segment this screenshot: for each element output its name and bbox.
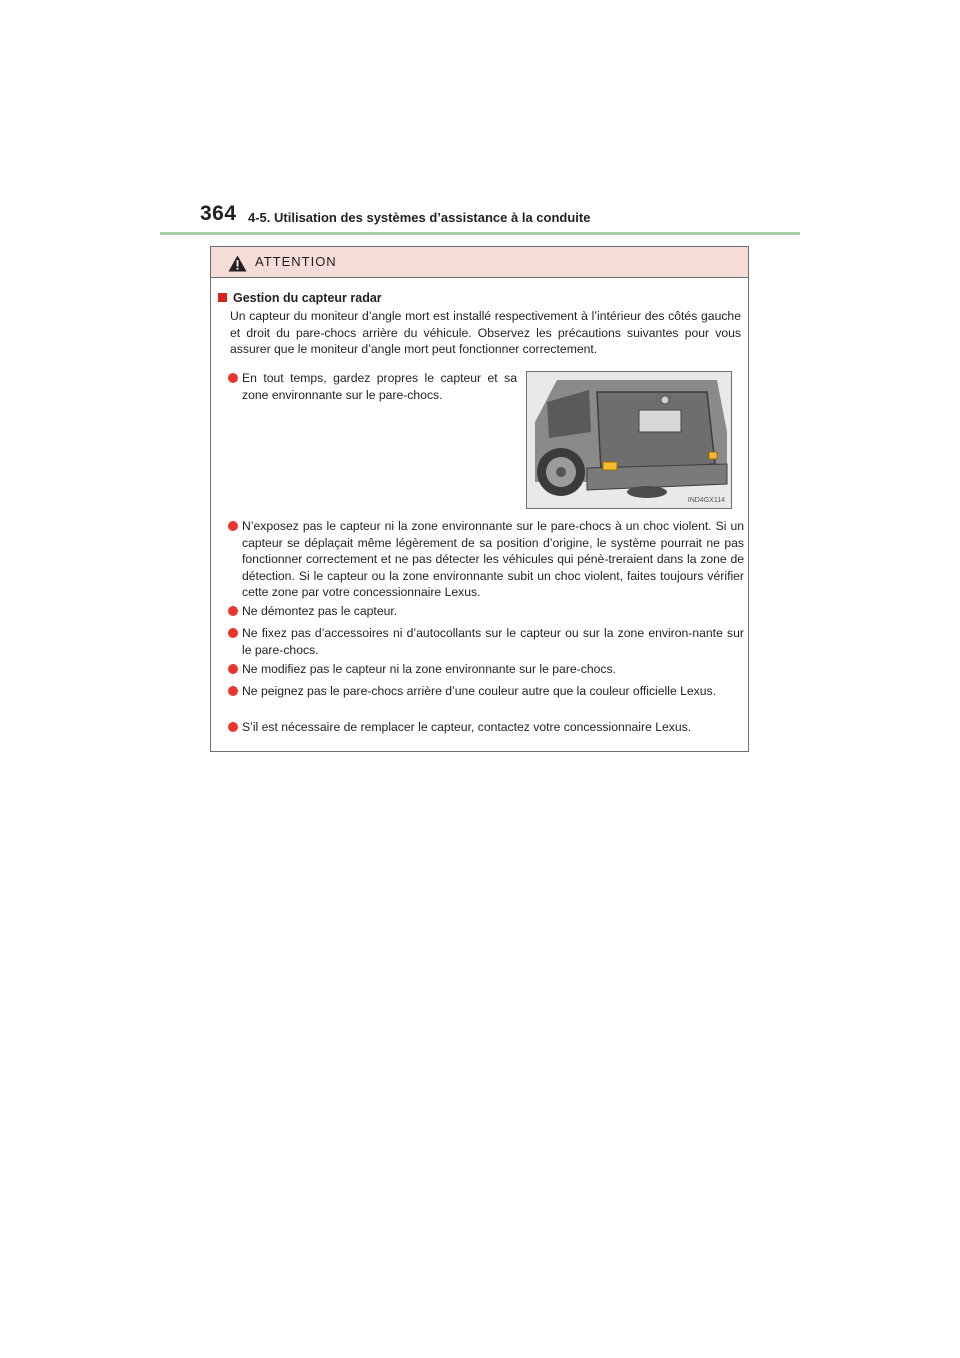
page-header	[160, 198, 800, 238]
list-item	[228, 370, 517, 403]
list-item-text: En tout temps, gardez propres le capteur et sa zone environnante sur le pare-chocs.	[242, 371, 517, 402]
caution-label: ATTENTION	[255, 254, 337, 269]
bullet-dot-icon	[228, 606, 238, 616]
list-item-text: Ne démontez pas le capteur.	[242, 604, 398, 618]
list-item	[228, 683, 744, 700]
list-item	[228, 625, 744, 658]
header-rule	[160, 232, 800, 235]
warning-icon	[228, 255, 247, 272]
list-item-text: N’exposez pas le capteur ni la zone environnante sur le pare-chocs à un choc violent. Si un capteur se déplaçait même légèrement de sa position d’origine, le système pourrait ne pas fonctionner correctement et ne pas détecter les véhicules qui pénè-treraient dans la zone de détection. Si le capteur ou la zone environnante subit un choc violent, faites toujours vérifier cette zone par votre concessionnaire Lexus.	[242, 519, 744, 599]
caution-header	[211, 247, 748, 278]
bullet-dot-icon	[228, 521, 238, 531]
subhead-text: Gestion du capteur radar	[233, 291, 382, 305]
bullet-dot-icon	[228, 628, 238, 638]
list-item	[228, 518, 744, 601]
page-number: 364	[200, 202, 237, 225]
bullet-dot-icon	[228, 664, 238, 674]
list-item	[228, 661, 744, 678]
bullet-dot-icon	[228, 686, 238, 696]
square-bullet-icon	[218, 293, 227, 302]
caution-box	[210, 246, 749, 752]
vehicle-rear-illustration	[526, 371, 732, 509]
vehicle-rear-drawing	[527, 372, 732, 509]
list-item-text: Ne fixez pas d’accessoires ni d’autocollants sur le capteur ou sur la zone environ-nante sur le pare-chocs.	[242, 626, 744, 657]
bullet-dot-icon	[228, 373, 238, 383]
list-item	[228, 719, 744, 736]
caution-subhead	[218, 291, 382, 305]
intro-paragraph: Un capteur du moniteur d’angle mort est installé respectivement à l’intérieur des côtés gauche et droit du pare-chocs arrière du véhicule. Observez les précautions suivantes pour vous assurer que le moniteur d’angle mort peut fonctionner correctement.	[230, 309, 741, 356]
list-item-text: Ne modifiez pas le capteur ni la zone environnante sur le pare-chocs.	[242, 662, 616, 676]
list-item-text: Ne peignez pas le pare-chocs arrière d’une couleur autre que la couleur officielle Lexus.	[242, 684, 717, 698]
list-item	[228, 603, 744, 620]
figure-code: IND4GX114	[687, 497, 725, 504]
bullet-dot-icon	[228, 722, 238, 732]
section-title: 4-5. Utilisation des systèmes d’assistance à la conduite	[248, 210, 591, 225]
list-item-text: S’il est nécessaire de remplacer le capteur, contactez votre concessionnaire Lexus.	[242, 720, 692, 734]
